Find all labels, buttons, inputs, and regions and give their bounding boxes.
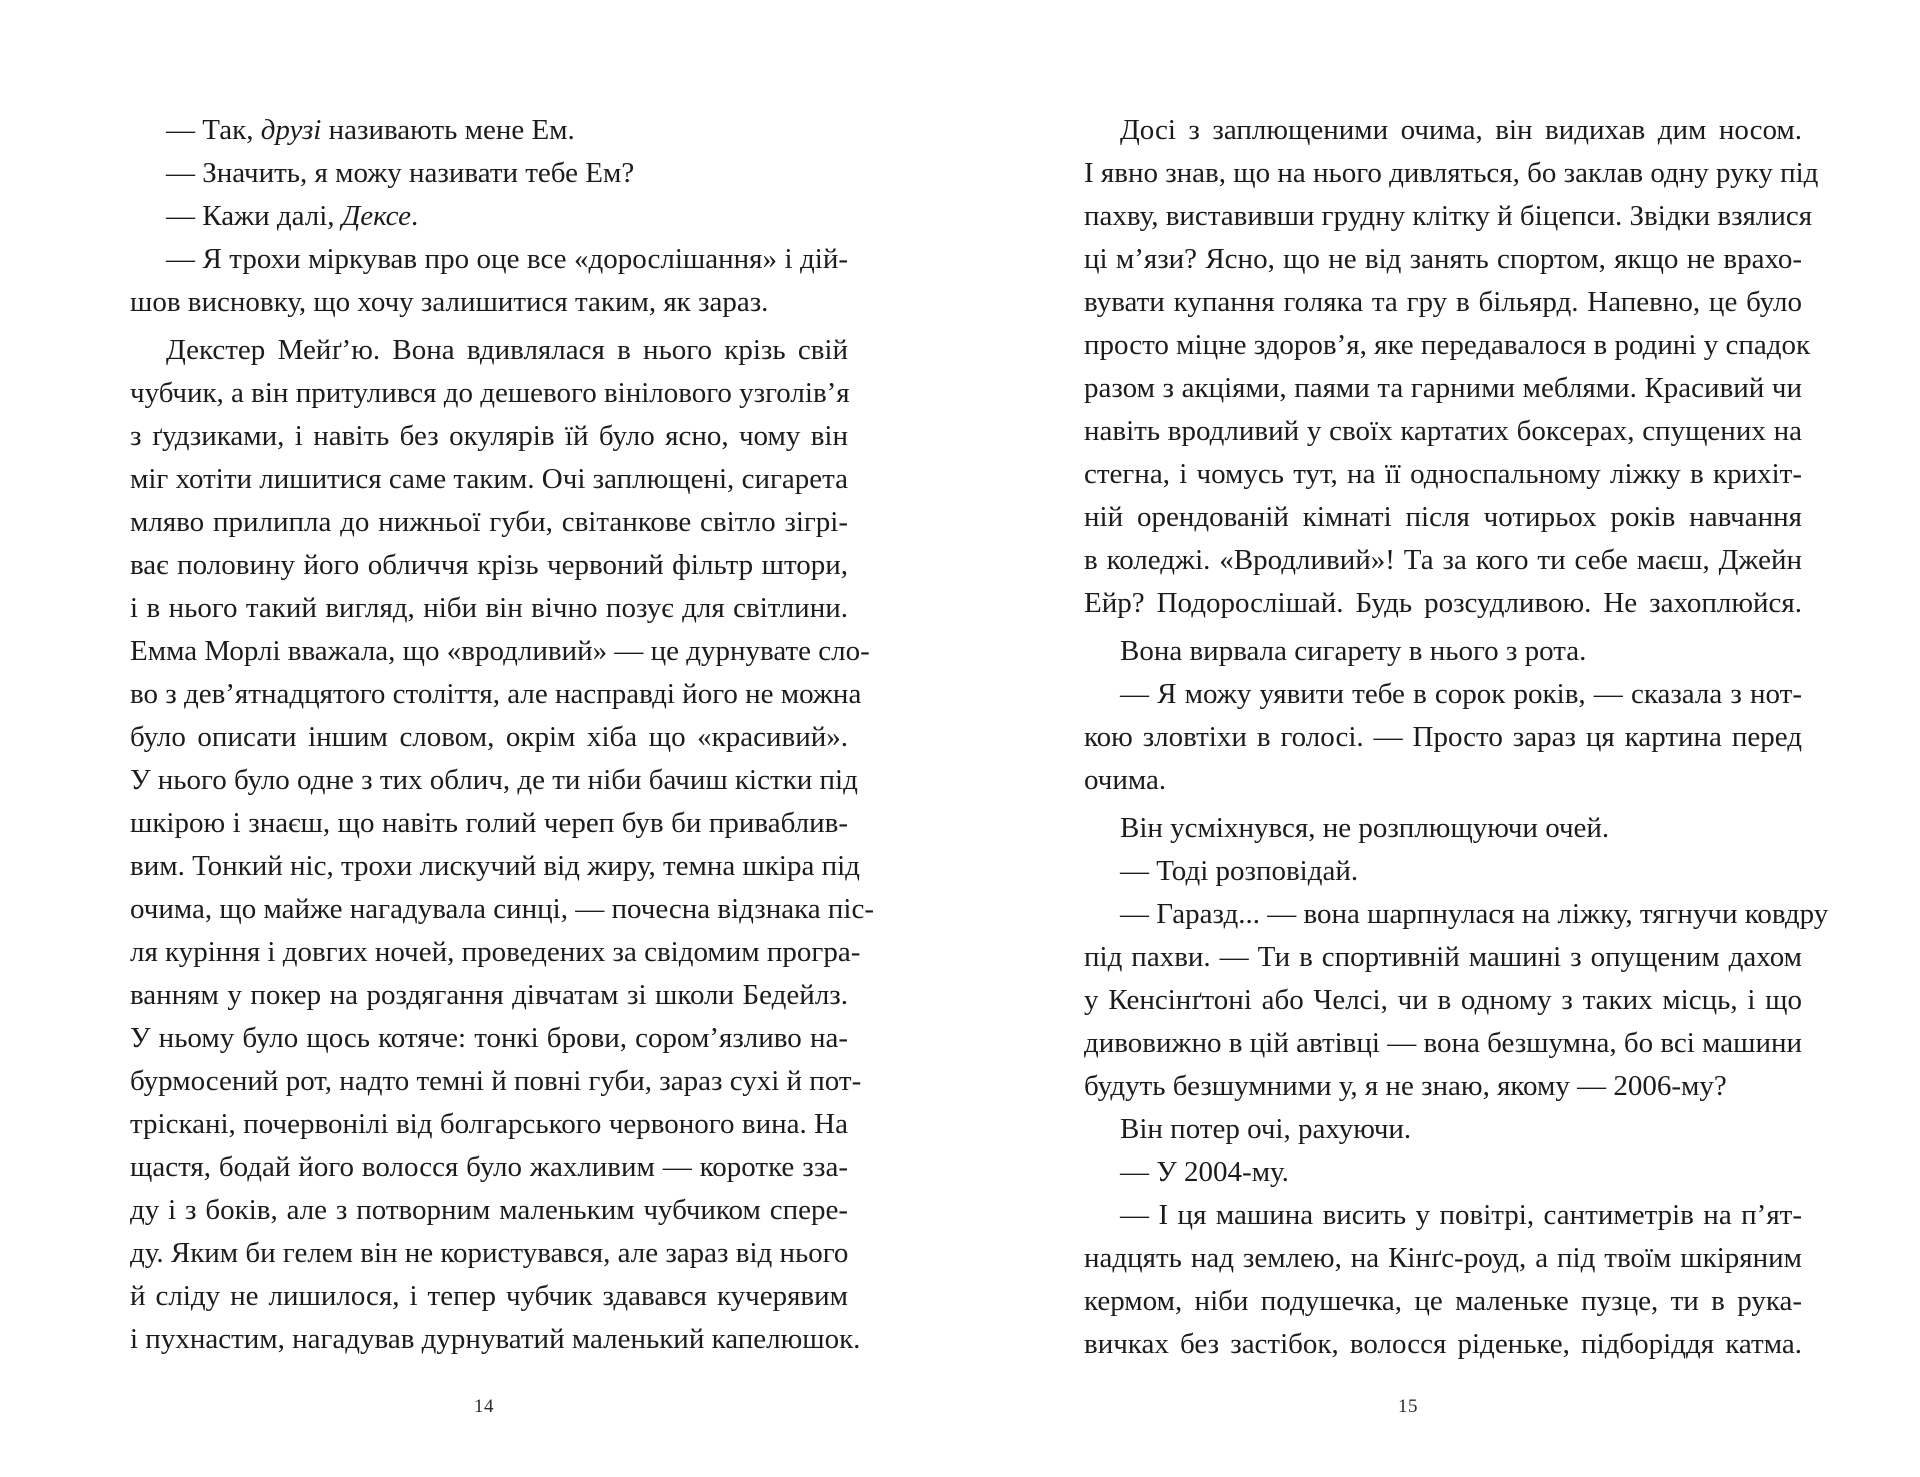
italic-word: Дексе — [341, 200, 411, 232]
text-line: будуть безшумними у, я не знаю, якому — 2006-му? — [1084, 1070, 1727, 1102]
text-line: надцять над землею, на Кінґс-роуд, а під твоїм шкіряним — [1084, 1242, 1802, 1274]
text-line: ля куріння і довгих ночей, проведених за свідомим програ- — [130, 936, 861, 968]
text-line: чубчик, а він притулився до дешевого вінілового узголів’я — [130, 377, 850, 409]
text-line: просто міцне здоров’я, яке передавалося в родині у спадок — [1084, 329, 1811, 361]
text-line: мляво прилипла до нижньої губи, світанкове світло зігрі- — [130, 506, 848, 538]
text-line: ці м’язи? Ясно, що не від занять спортом, якщо не врахо- — [1084, 243, 1802, 275]
text-line: — Я можу уявити тебе в сорок років, — сказала з нот- — [1120, 678, 1802, 710]
right-page — [960, 0, 1920, 1477]
text-line: і пухнастим, нагадував дурнуватий маленький капелюшок. — [130, 1323, 861, 1355]
right-page-text — [1084, 109, 1829, 1366]
text-line: і в нього такий вигляд, ніби він вічно позує для світлини. — [130, 592, 848, 624]
text-line: ду і з боків, але з потворним маленьким чубчиком спере- — [130, 1194, 848, 1226]
text-line: Декстер Мейґ’ю. Вона вдивлялася в нього крізь свій — [166, 334, 848, 366]
text-line: ває половину його обличчя крізь червоний фільтр штори, — [130, 549, 848, 581]
text-line: — Так, друзі називають мене Ем. — [166, 114, 575, 146]
text-line: во з дев’ятнадцятого століття, але насправді його не можна — [130, 678, 862, 710]
text-line: Він усміхнувся, не розплющуючи очей. — [1120, 812, 1610, 844]
text-line: тріскані, почервонілі від болгарського червоного вина. На — [130, 1108, 848, 1140]
text-line: Емма Морлі вважала, що «вродливий» — це дурнувате сло- — [130, 635, 870, 667]
text-line: — Кажи далі, Дексе. — [166, 200, 419, 232]
text-line: в коледжі. «Вродливий»! Та за кого ти себе маєш, Джейн — [1084, 544, 1802, 576]
text-line: стегна, і чомусь тут, на її односпальному ліжку в крихіт- — [1084, 458, 1802, 490]
text-line: пахву, виставивши грудну клітку й біцепси. Звідки взялися — [1084, 200, 1813, 232]
text-line: — Гаразд... — вона шарпнулася на ліжку, тягнучи ковдру — [1120, 898, 1829, 930]
text-line: У нього було одне з тих облич, де ти ніби бачиш кістки під — [130, 764, 858, 796]
text-line: навіть вродливий у своїх картатих боксерах, спущених на — [1084, 415, 1802, 447]
text-line: ду. Яким би гелем він не користувався, але зараз від нього — [130, 1237, 849, 1269]
text-line: ванням у покер на роздягання дівчатам зі школи Бедейлз. — [130, 979, 848, 1011]
text-line: шкірою і знаєш, що навіть голий череп був би приваблив- — [130, 807, 848, 839]
text-line: ній орендованій кімнаті після чотирьох років навчання — [1084, 501, 1802, 533]
text-line: Досі з заплющеними очима, він видихав дим носом. — [1120, 114, 1802, 146]
page-number: 14 — [474, 1396, 494, 1417]
text-line: — І ця машина висить у повітрі, сантиметрів на п’ят- — [1120, 1199, 1802, 1231]
text-line: очима. — [1084, 764, 1167, 796]
text-line: вувати купання голяка та гру в більярд. Напевно, це було — [1084, 286, 1802, 318]
text-line: шов висновку, що хочу залишитися таким, як зараз. — [130, 286, 769, 318]
text-line: У ньому було щось котяче: тонкі брови, сором’язливо на- — [130, 1022, 848, 1054]
left-page-text — [130, 109, 875, 1361]
text-line: кою зловтіхи в голосі. — Просто зараз ця картина перед — [1084, 721, 1802, 753]
text-line: Вона вирвала сигарету в нього з рота. — [1120, 635, 1587, 667]
italic-word: друзі — [260, 114, 322, 146]
text-line: у Кенсінґтоні або Челсі, чи в одному з таких місць, і що — [1084, 984, 1802, 1016]
text-line: очима, що майже нагадувала синці, — почесна відзнака піс- — [130, 893, 875, 925]
text-line: щастя, бодай його волосся було жахливим — коротке зза- — [130, 1151, 848, 1183]
page-number: 15 — [1398, 1396, 1418, 1417]
text-line: міг хотіти лишитися саме таким. Очі заплющені, сигарета — [130, 463, 848, 495]
text-line: бурмосений рот, надто темні й повні губи, зараз сухі й пот- — [130, 1065, 862, 1097]
text-line: — Тоді розповідай. — [1120, 855, 1359, 887]
text-line: Він потер очі, рахуючи. — [1120, 1113, 1412, 1145]
text-line: разом з акціями, паями та гарними меблями. Красивий чи — [1084, 372, 1802, 404]
text-line: під пахви. — Ти в спортивній машині з опущеним дахом — [1084, 941, 1802, 973]
text-line: було описати іншим словом, окрім хіба що «красивий». — [130, 721, 848, 753]
text-line: — Я трохи міркував про оце все «дорослішання» і дій- — [166, 243, 848, 275]
text-line: — Значить, я можу називати тебе Ем? — [166, 157, 635, 189]
text-line: І явно знав, що на нього дивляться, бо заклав одну руку під — [1084, 157, 1819, 189]
text-line: вим. Тонкий ніс, трохи лискучий від жиру, темна шкіра під — [130, 850, 860, 882]
text-line: з ґудзиками, і навіть без окулярів їй було ясно, чому він — [130, 420, 848, 452]
text-line: кермом, ніби подушечка, це маленьке пузце, ти в рука- — [1084, 1285, 1802, 1317]
text-line: Ейр? Подорослішай. Будь розсудливою. Не захоплюйся. — [1084, 587, 1802, 619]
text-line: — У 2004-му. — [1120, 1156, 1289, 1188]
text-line: дивовижно в цій автівці — вона безшумна, бо всі машини — [1084, 1027, 1802, 1059]
text-line: й сліду не лишилося, і тепер чубчик здавався кучерявим — [130, 1280, 848, 1312]
text-line: вичках без застібок, волосся ріденьке, підборіддя катма. — [1084, 1328, 1802, 1360]
